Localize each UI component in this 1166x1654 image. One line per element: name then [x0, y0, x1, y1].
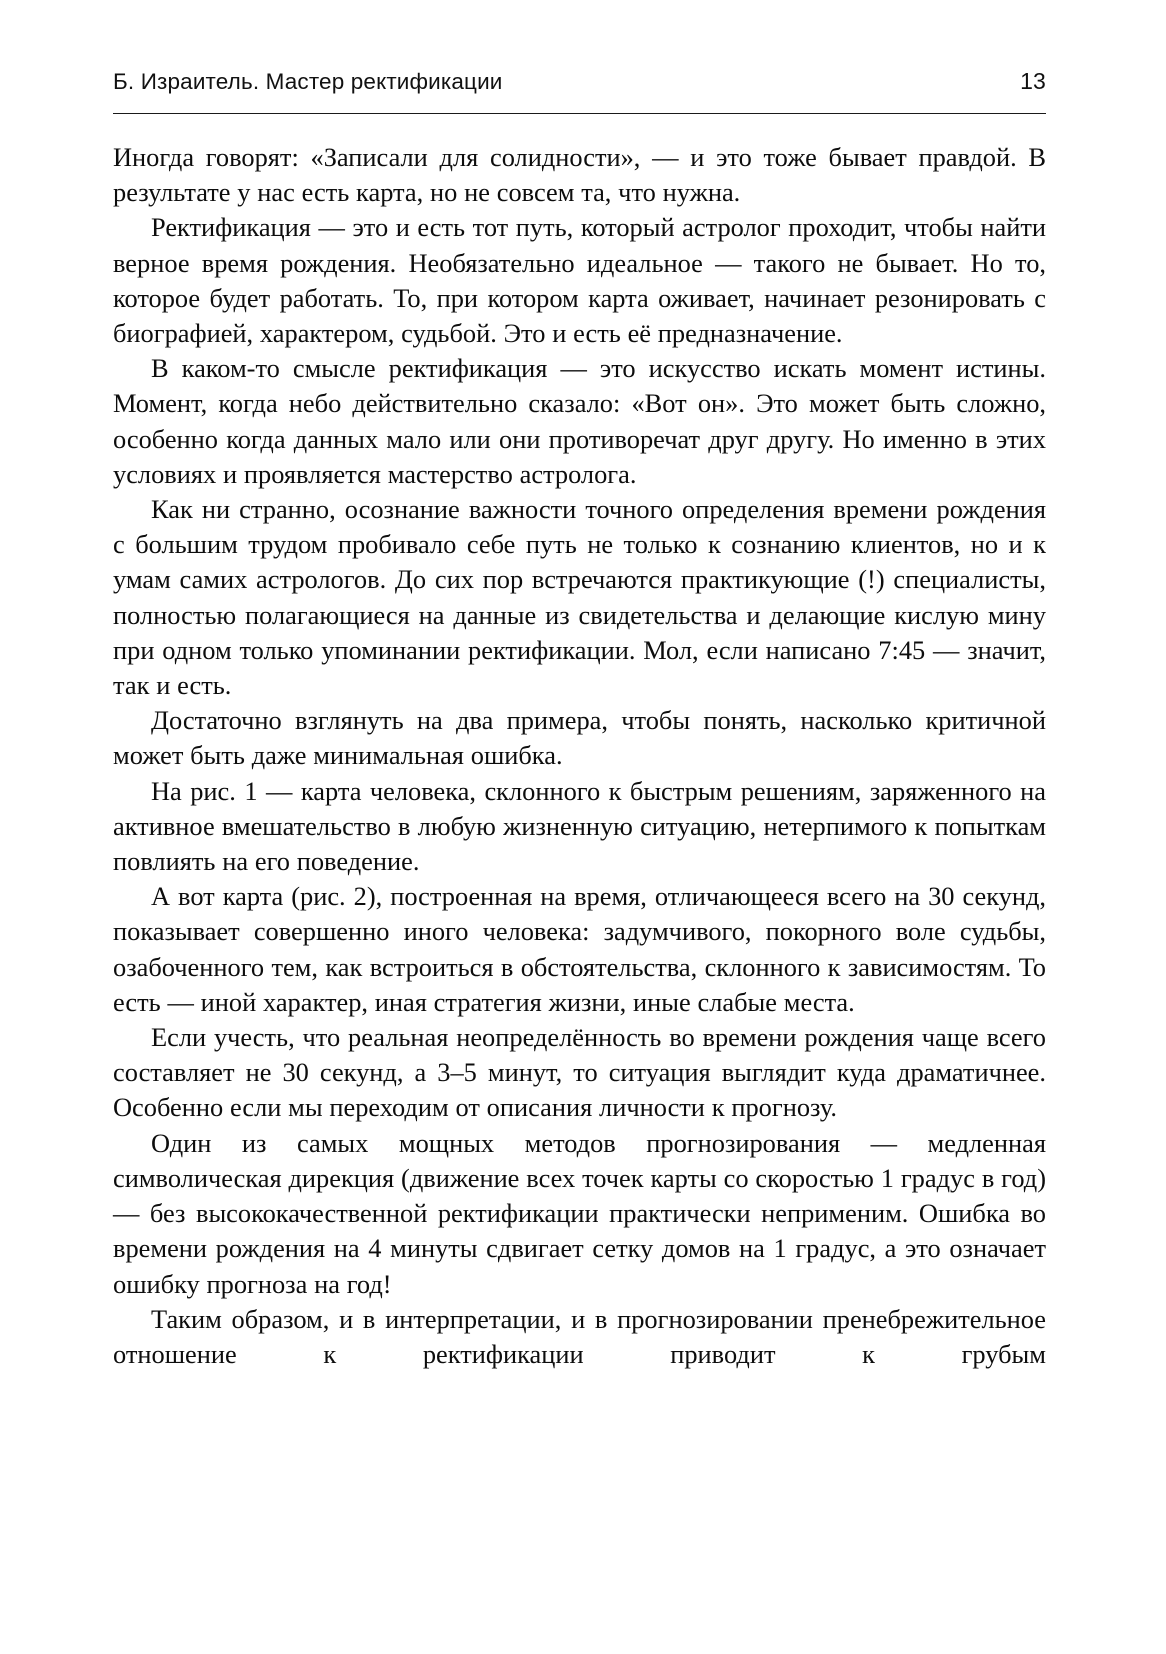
running-head-title: Б. Израитель. Мастер ректификации: [113, 69, 503, 94]
paragraph: Один из самых мощных методов прогнозирования — медленная символическая дирекция (движение всех точек карты со скоростью 1 градус в год) — без высококачественной ректификации практически неприменим. Ошибка во времени рождения на 4 минуты сдвигает сетку домов на 1 градус, а это означает ошибку прогноза на год!: [113, 1127, 1046, 1299]
body-text-block: [113, 140, 1046, 1372]
paragraph: Таким образом, и в интерпретации, и в прогнозировании пренебрежительное отношение к ректификации приводит к грубым: [113, 1303, 1046, 1369]
paragraph: На рис. 1 — карта человека, склонного к быстрым решениям, заряженного на активное вмешательство в любую жизненную ситуацию, нетерпимого к попыткам повлиять на его поведение.: [113, 775, 1046, 877]
paragraph: Иногда говорят: «Записали для солидности», — и это тоже бывает правдой. В результате у нас есть карта, но не совсем та, что нужна.: [113, 142, 1046, 208]
paragraph: В каком-то смысле ректификация — это искусство искать момент истины. Момент, когда небо действительно сказало: «Вот он». Это может быть сложно, особенно когда данных мало или они противоречат друг другу. Но именно в этих условиях и проявляется мастерство астролога.: [113, 353, 1046, 489]
paragraph: Ректификация — это и есть тот путь, который астролог проходит, чтобы найти верное время рождения. Необязательно идеальное — такого не бывает. Но то, которое будет работать. То, при котором карта оживает, начинает резонировать с биографией, характером, судьбой. Это и есть её предназначение.: [113, 212, 1046, 349]
paragraph: А вот карта (рис. 2), построенная на время, отличающееся всего на 30 секунд, показывает совершенно иного человека: задумчивого, покорного воле судьбы, озабоченного тем, как встроиться в обстоятельства, склонного к зависимостям. То есть — иной характер, иная стратегия жизни, иные слабые места.: [113, 881, 1046, 1017]
page-number: 13: [1020, 68, 1046, 94]
paragraph: Как ни странно, осознание важности точного определения времени рождения с большим трудом пробивало себе путь не только к сознанию клиентов, но и к умам самих астрологов. До сих пор встречаются практикующие (!) специалисты, полностью полагающиеся на данные из свидетельства и делающие кислую мину при одном только упоминании ректификации. Мол, если написано 7:45 — значит, так и есть.: [113, 494, 1046, 701]
running-head: [113, 68, 1046, 102]
running-head-rule: [113, 113, 1046, 114]
paragraph: Достаточно взглянуть на два примера, чтобы понять, насколько критичной может быть даже минимальная ошибка.: [113, 705, 1046, 771]
paragraph: Если учесть, что реальная неопределённость во времени рождения чаще всего составляет не 30 секунд, а 3–5 минут, то ситуация выглядит куда драматичнее. Особенно если мы переходим от описания личности к прогнозу.: [113, 1022, 1046, 1123]
